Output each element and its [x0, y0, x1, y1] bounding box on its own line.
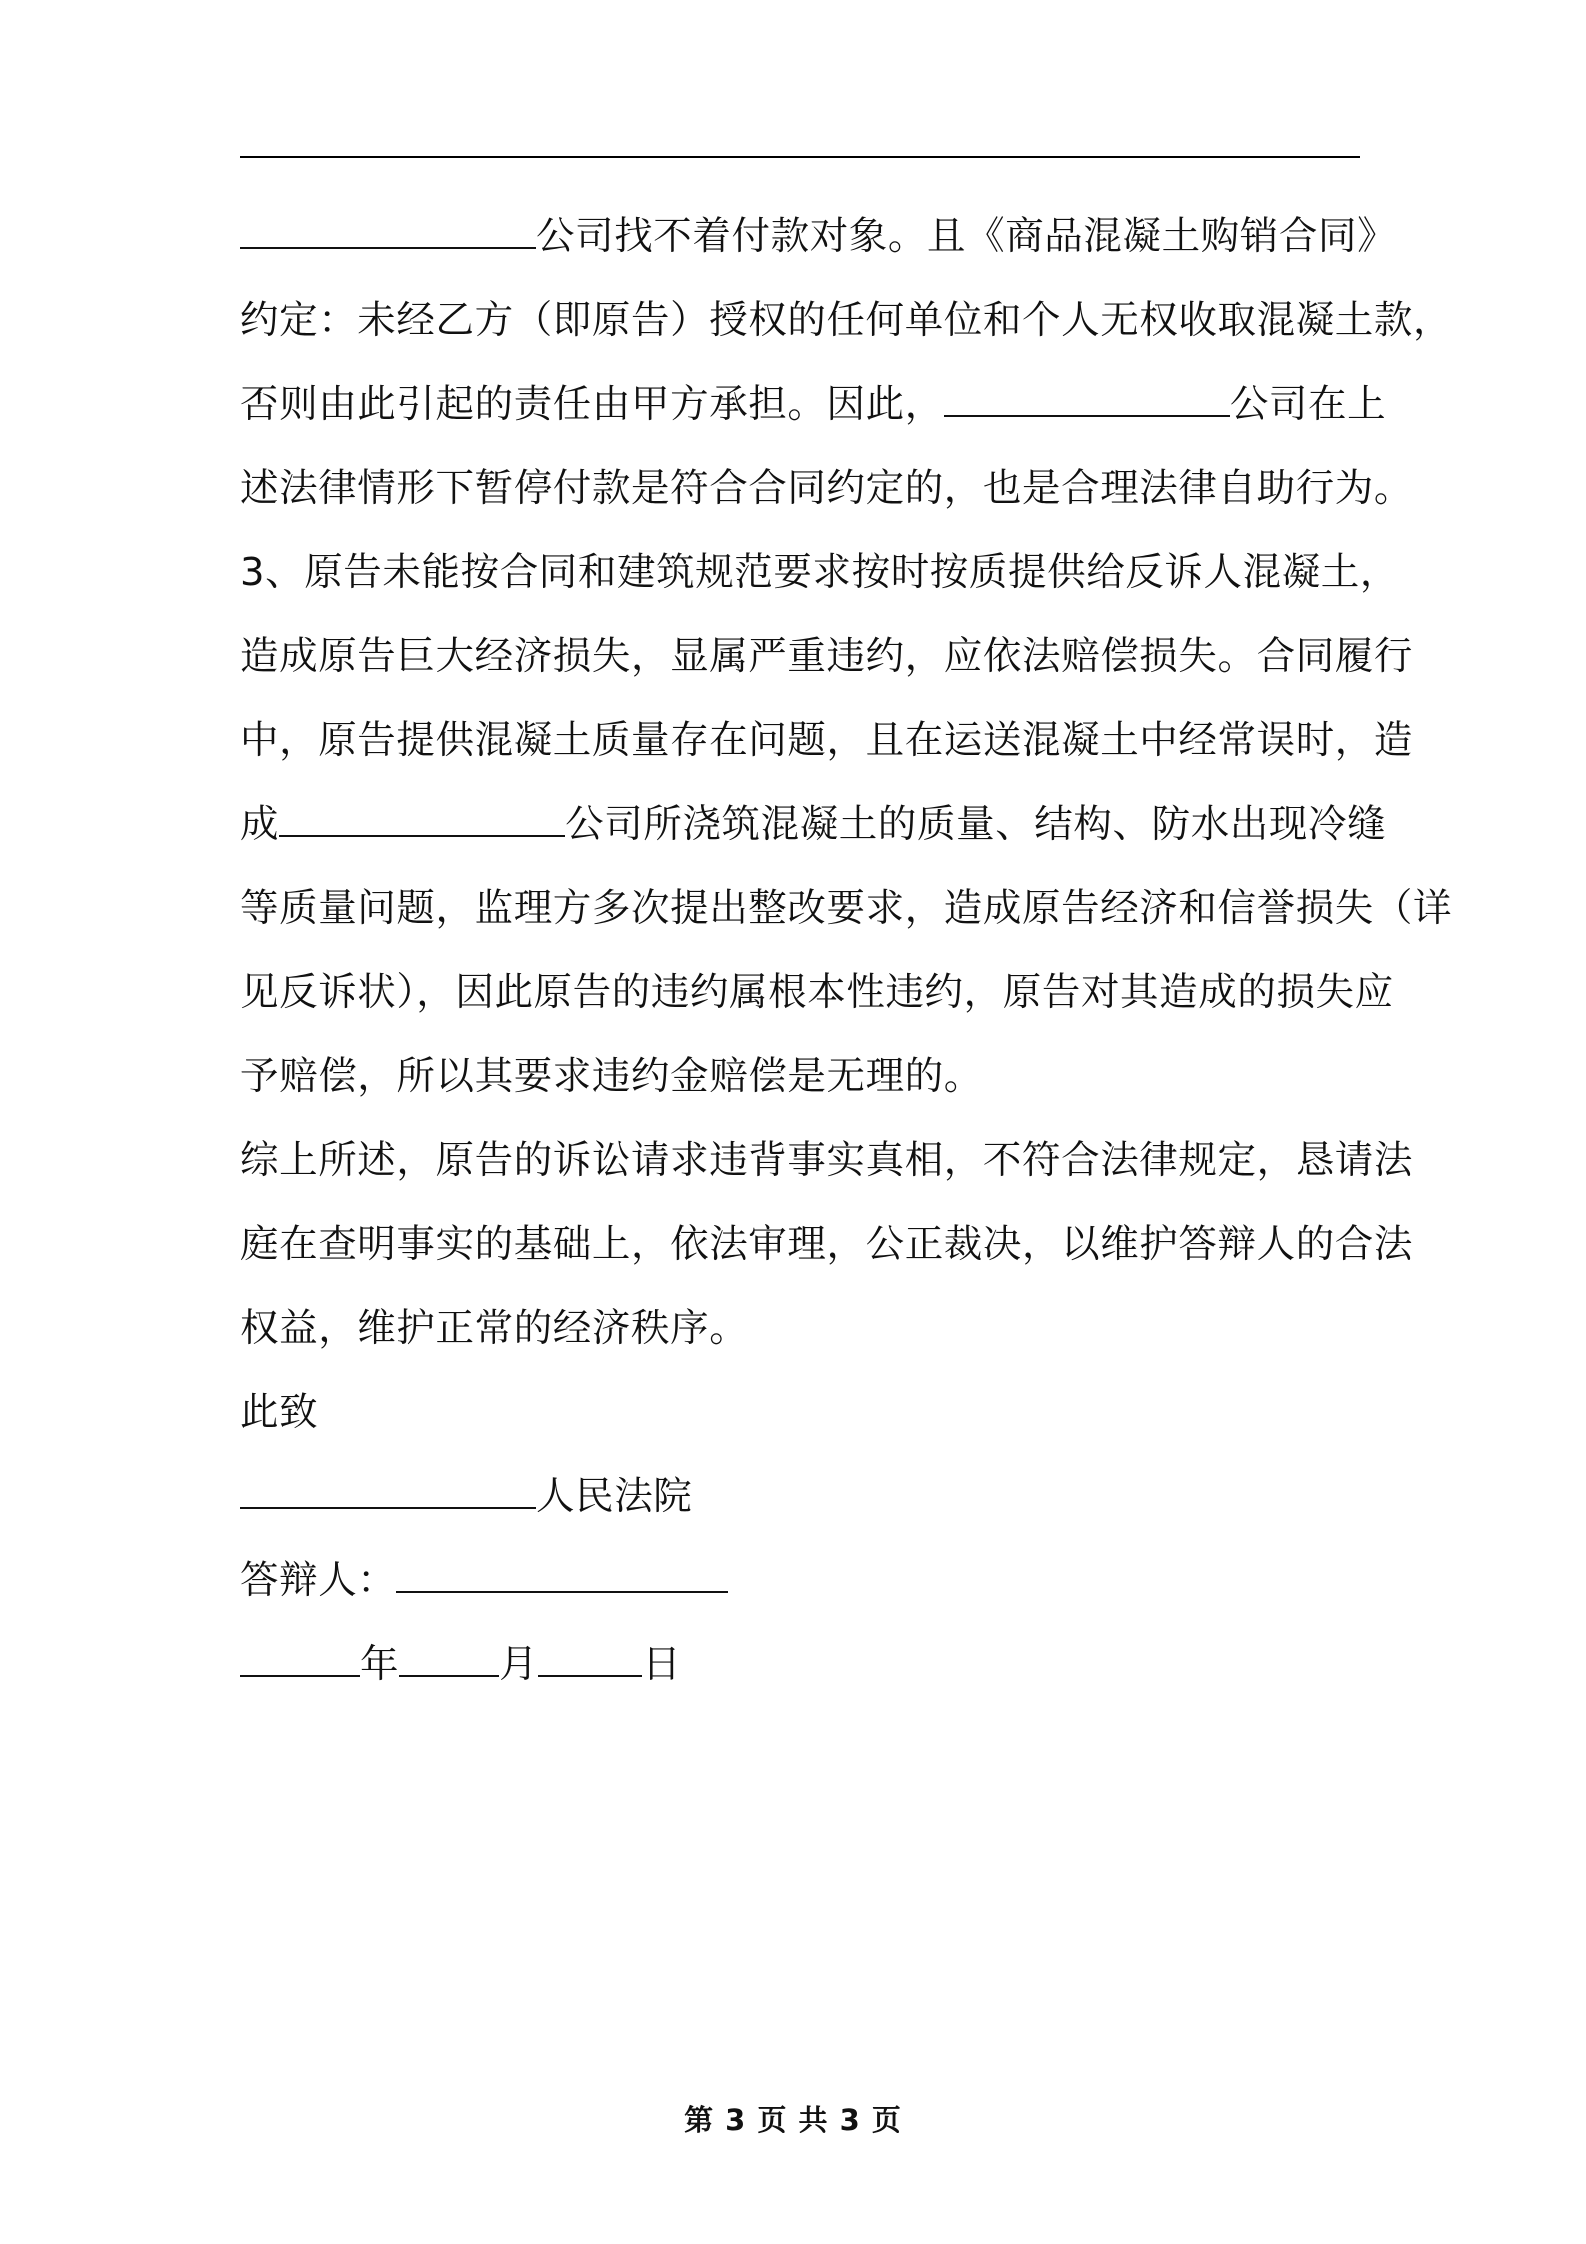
text-segment: 否则由此引起的责任由甲方承担。因此，: [240, 382, 944, 427]
text-segment: 公司找不着付款对象。且《商品混凝土购销合同》: [536, 214, 1397, 259]
court-label: 人民法院: [536, 1474, 693, 1519]
text-line: 述法律情形下暂停付款是符合合同约定的，也是合理法律自助行为。: [240, 466, 1414, 511]
salutation: 此致: [240, 1390, 319, 1435]
text-line: 权益，维护正常的经济秩序。: [240, 1306, 749, 1351]
year-field[interactable]: [240, 1635, 360, 1677]
respondent-label: 答辩人：: [240, 1558, 397, 1603]
page-footer: 第 3 页 共 3 页: [684, 2103, 902, 2137]
month-label: 月: [499, 1642, 539, 1687]
text-line: 约定：未经乙方（即原告）授权的任何单位和个人无权收取混凝土款，: [240, 298, 1453, 343]
text-line: [240, 195, 1397, 279]
text-line: 见反诉状），因此原告的违约属根本性违约，原告对其造成的损失应: [240, 970, 1394, 1015]
text-line: 中，原告提供混凝土质量存在问题，且在运送混凝土中经常误时，造: [240, 718, 1414, 763]
month-field[interactable]: [399, 1635, 499, 1677]
text-line: [240, 363, 1387, 447]
day-field[interactable]: [538, 1635, 642, 1677]
respondent-line: [240, 1539, 1360, 1623]
text-segment: 公司在上: [1229, 382, 1387, 427]
date-line: [240, 1623, 1360, 1707]
text-line: [240, 783, 1387, 867]
text-line: 综上所述，原告的诉讼请求违背事实真相，不符合法律规定，恳请法: [240, 1138, 1414, 1183]
text-line: 等质量问题，监理方多次提出整改要求，造成原告经济和信誉损失（详: [240, 886, 1453, 931]
text-line: 予赔偿，所以其要求违约金赔偿是无理的。: [240, 1054, 983, 1099]
blank-field[interactable]: [944, 375, 1230, 417]
text-segment: 成: [240, 802, 280, 847]
blank-field[interactable]: [279, 795, 565, 837]
text-line: 庭在查明事实的基础上，依法审理，公正裁决，以维护答辩人的合法: [240, 1222, 1414, 1267]
court-line: [240, 1455, 1360, 1539]
text-line: 3、原告未能按合同和建筑规范要求按时按质提供给反诉人混凝土，: [240, 550, 1399, 595]
respondent-field[interactable]: [396, 1551, 728, 1593]
year-label: 年: [360, 1642, 400, 1687]
court-name-field[interactable]: [240, 1467, 536, 1509]
text-segment: 公司所浇筑混凝土的质量、结构、防水出现冷缝: [565, 802, 1387, 847]
day-label: 日: [642, 1642, 682, 1687]
blank-field[interactable]: [240, 207, 536, 249]
document-body: [240, 195, 1453, 1707]
header-rule: [240, 156, 1360, 158]
text-line: 造成原告巨大经济损失，显属严重违约，应依法赔偿损失。合同履行: [240, 634, 1414, 679]
